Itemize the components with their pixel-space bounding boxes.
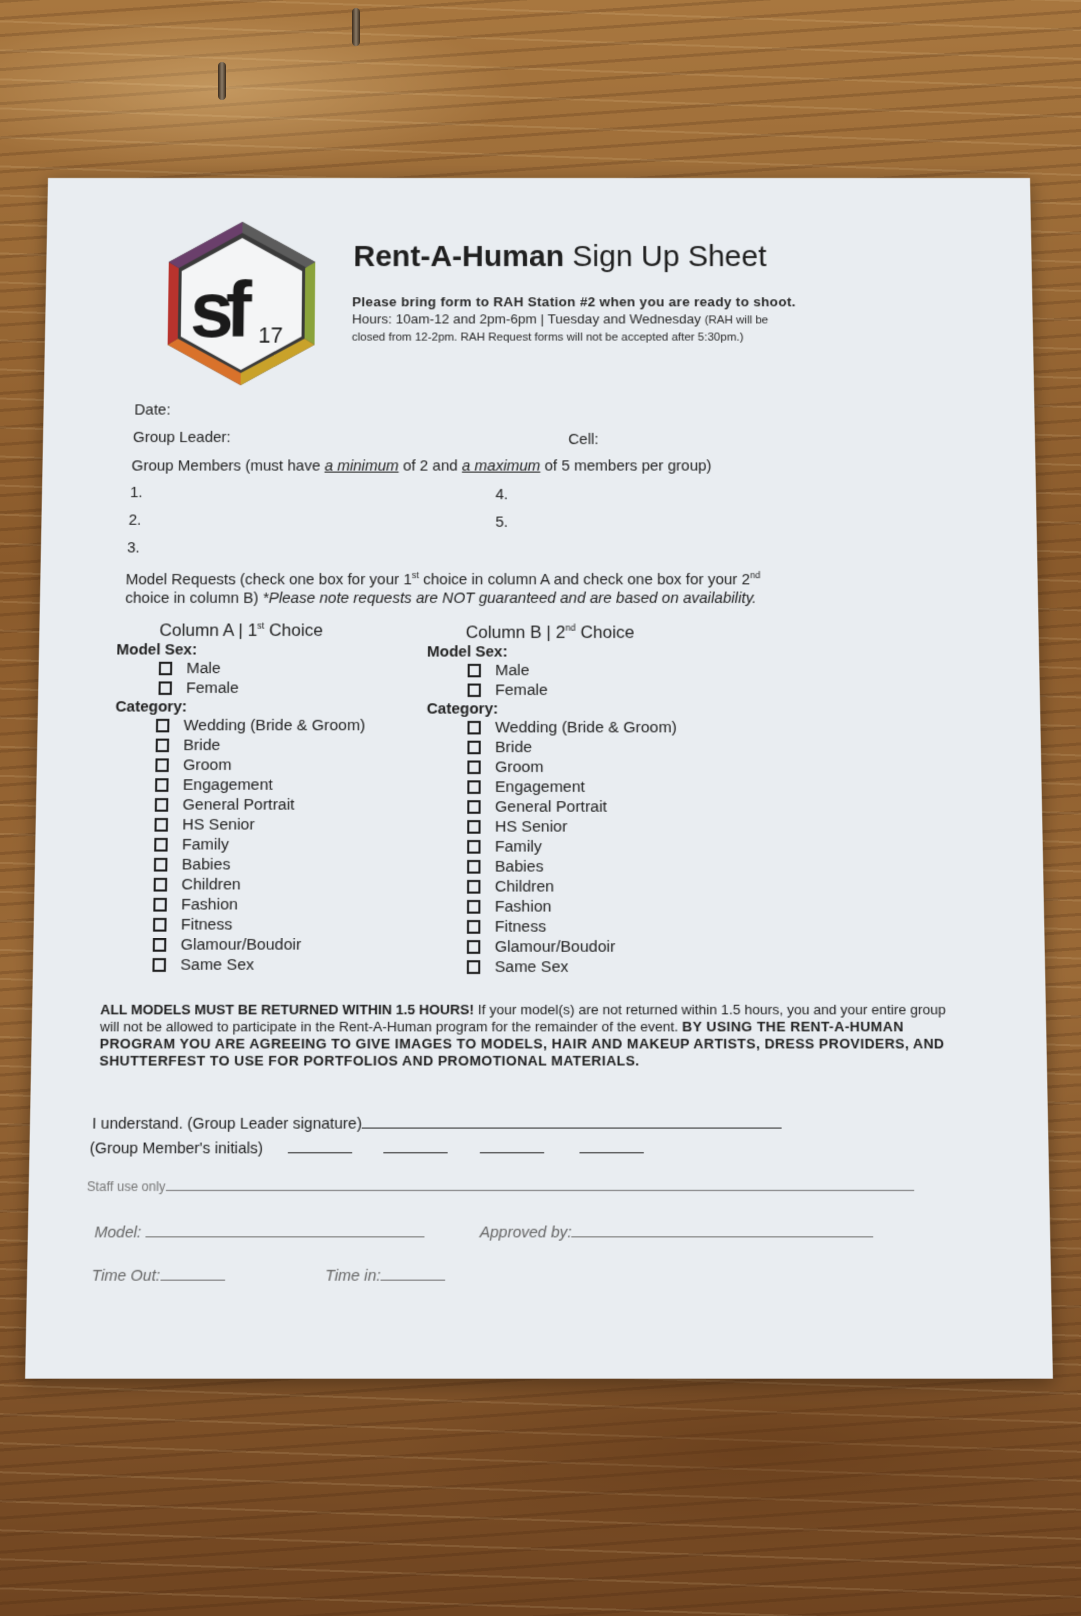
option-label: Female: [186, 678, 239, 697]
instructions-line2: [352, 310, 796, 329]
column-a-option-female[interactable]: [158, 678, 365, 698]
option-label: Female: [495, 680, 548, 699]
instructions-line3: closed from 12-2pm. RAH Request forms will not be accepted after 5:30pm.): [351, 331, 744, 344]
checkbox[interactable]: [155, 758, 168, 772]
checkbox[interactable]: [154, 818, 168, 832]
checkbox[interactable]: [467, 800, 480, 814]
mr-line2-a: choice in column B): [125, 589, 259, 608]
mr-sup2: nd: [750, 569, 761, 581]
column-a-category-item[interactable]: [155, 795, 365, 815]
option-label: Same Sex: [180, 955, 255, 974]
cell-label: Cell:: [568, 430, 599, 449]
initials-line[interactable]: [384, 1152, 448, 1153]
checkbox[interactable]: [159, 681, 172, 694]
column-b-category-item[interactable]: [467, 797, 677, 817]
logo-text: sf: [189, 265, 245, 354]
column-b-option-male[interactable]: [468, 661, 677, 681]
checkbox[interactable]: [156, 719, 169, 733]
option-label: Engagement: [182, 775, 273, 794]
initials-label: (Group Member's initials): [89, 1139, 264, 1158]
instructions-hours: Hours: 10am-12 and 2pm-6pm | Tuesday and Wednesday: [351, 311, 701, 327]
date-label: Date:: [134, 401, 171, 419]
option-label: Male: [186, 659, 221, 677]
checkbox[interactable]: [467, 860, 480, 874]
checkbox[interactable]: [468, 684, 481, 697]
checkbox[interactable]: [468, 664, 481, 677]
model-field: [94, 1223, 424, 1241]
instructions: [352, 293, 796, 346]
option-label: Babies: [181, 855, 231, 874]
group-leader-label: Group Leader:: [132, 428, 231, 447]
member-4: 4.: [495, 485, 509, 504]
checkbox[interactable]: [467, 780, 480, 794]
column-a-category-item[interactable]: [154, 855, 365, 875]
option-label: Fitness: [180, 915, 233, 934]
checkbox[interactable]: [467, 840, 480, 854]
mr-line1-b: choice in column A and check one box for your 2: [418, 570, 751, 589]
option-label: Glamour/Boudoir: [494, 937, 616, 956]
staff-label: Staff use only: [86, 1179, 166, 1195]
option-label: General Portrait: [182, 795, 295, 814]
mr-note: *Please note requests are NOT guaranteed and are based on availability.: [262, 589, 757, 608]
title-rest: Sign Up Sheet: [572, 239, 767, 274]
logo-number: 17: [258, 322, 284, 348]
terms-body: If your model(s) are not returned within 1.5 hours, you and your entire group will not be allowed to participate in the Rent-A-Human program for the remainder of the event.: [99, 1001, 946, 1035]
initials-row: [90, 1139, 644, 1157]
column-b-category-item[interactable]: [467, 757, 677, 777]
signup-sheet: [25, 178, 1053, 1379]
time-out-label: Time Out:: [91, 1266, 161, 1286]
staff-line: [165, 1190, 913, 1191]
column-b-category-item[interactable]: [467, 718, 676, 738]
approved-label: Approved by:: [479, 1223, 572, 1242]
column-b-category-label: Category:: [426, 700, 499, 718]
terms-bold-lead: ALL MODELS MUST BE RETURNED WITHIN 1.5 HOURS!: [100, 1001, 475, 1018]
checkbox[interactable]: [154, 878, 168, 892]
option-label: Same Sex: [494, 957, 569, 976]
approved-field: [480, 1223, 874, 1241]
mr-line1-a: Model Requests (check one box for your 1: [125, 570, 412, 589]
members-intro: Group Members (must have: [131, 457, 321, 475]
option-label: Groom: [182, 755, 232, 774]
option-label: Fashion: [181, 895, 238, 914]
option-label: Family: [181, 835, 229, 854]
column-a-category-item[interactable]: [154, 815, 364, 835]
option-label: HS Senior: [494, 817, 568, 836]
option-label: Bride: [183, 736, 221, 754]
checkbox[interactable]: [467, 721, 480, 735]
column-b: [426, 622, 679, 977]
option-label: General Portrait: [494, 797, 608, 816]
member-1: 1.: [129, 483, 143, 502]
checkbox[interactable]: [155, 798, 169, 812]
checkbox[interactable]: [154, 858, 168, 872]
members-max: a maximum: [461, 457, 541, 475]
instructions-line1: Please bring form to RAH Station #2 when you are ready to shoot.: [352, 294, 796, 310]
column-a-category-item[interactable]: [153, 935, 364, 955]
option-label: Male: [495, 661, 530, 679]
column-b-category-item[interactable]: [467, 877, 678, 897]
instructions-note: (RAH will be: [704, 314, 769, 327]
column-b-category-item[interactable]: [467, 817, 677, 837]
checkbox[interactable]: [467, 820, 480, 834]
option-label: Babies: [494, 857, 544, 876]
checkbox[interactable]: [467, 960, 480, 974]
column-b-category-item[interactable]: [467, 937, 678, 957]
checkbox[interactable]: [153, 938, 167, 952]
column-b-category-item[interactable]: [467, 897, 678, 917]
column-a-category-item[interactable]: [156, 716, 366, 736]
option-label: Groom: [495, 757, 544, 776]
option-label: Wedding (Bride & Groom): [183, 716, 366, 734]
column-a-category-item[interactable]: [153, 915, 364, 935]
option-label: Children: [181, 875, 241, 894]
model-line[interactable]: [145, 1236, 424, 1237]
initials-line[interactable]: [479, 1152, 543, 1153]
column-a-category-item[interactable]: [154, 835, 365, 855]
column-a-model-sex-label: Model Sex:: [116, 641, 198, 659]
checkbox[interactable]: [467, 940, 480, 954]
model-label: Model:: [94, 1223, 142, 1242]
checkbox[interactable]: [467, 741, 480, 755]
nail: [352, 8, 360, 46]
column-a-category-item[interactable]: [152, 955, 364, 975]
checkbox[interactable]: [159, 662, 172, 675]
column-a-head-sup: st: [257, 620, 265, 632]
checkbox[interactable]: [153, 898, 167, 912]
option-label: Bride: [495, 738, 533, 756]
members-min: a minimum: [324, 457, 399, 475]
column-b-head-text: Column B | 2: [465, 622, 566, 643]
column-b-model-sex-label: Model Sex:: [426, 643, 508, 661]
nail: [218, 62, 226, 100]
checkbox[interactable]: [467, 920, 480, 934]
column-a-category-item[interactable]: [153, 895, 364, 915]
initials-line[interactable]: [288, 1152, 352, 1153]
option-label: Children: [494, 877, 555, 896]
column-b-category-item[interactable]: [467, 957, 678, 977]
column-a-category-item[interactable]: [154, 875, 365, 895]
column-b-category-item[interactable]: [467, 738, 677, 758]
checkbox[interactable]: [152, 958, 166, 972]
option-label: Engagement: [494, 777, 585, 796]
time-out-field: [92, 1267, 225, 1285]
checkbox[interactable]: [154, 838, 168, 852]
option-label: Fashion: [494, 897, 552, 916]
column-a-category-label: Category:: [115, 698, 188, 716]
column-a-head-text: Column A | 1: [159, 620, 258, 641]
signature-line[interactable]: [362, 1128, 782, 1129]
time-in-label: Time in:: [325, 1266, 381, 1286]
approved-line[interactable]: [572, 1236, 874, 1237]
column-b-head-choice: Choice: [575, 622, 635, 643]
time-in-line[interactable]: [381, 1280, 446, 1281]
members-instruction: [131, 457, 711, 474]
model-requests-line2: [125, 589, 760, 608]
signature-label: I understand. (Group Leader signature): [92, 1114, 362, 1133]
checkbox[interactable]: [153, 918, 167, 932]
checkbox[interactable]: [155, 778, 169, 792]
mr-sup1: st: [411, 569, 420, 581]
option-label: Family: [494, 837, 542, 856]
sf17-logo: [155, 216, 328, 392]
option-label: Glamour/Boudoir: [180, 935, 302, 954]
members-mid: of 2 and: [402, 457, 458, 475]
column-b-category-item[interactable]: [467, 917, 678, 937]
column-b-head-sup: nd: [565, 622, 576, 634]
terms-paragraph: [99, 1002, 958, 1070]
member-2: 2.: [128, 511, 142, 529]
column-a-category-item[interactable]: [156, 735, 366, 755]
column-b-category-item[interactable]: [467, 837, 677, 857]
column-b-head: [466, 622, 677, 643]
column-a-head-choice: Choice: [264, 620, 324, 641]
column-b-category-item[interactable]: [467, 777, 677, 797]
checkbox[interactable]: [156, 739, 169, 753]
staff-row: [87, 1179, 914, 1194]
initials-line[interactable]: [579, 1152, 643, 1153]
column-a-head: [159, 620, 366, 641]
signature-row: [92, 1115, 782, 1133]
option-label: Fitness: [494, 917, 547, 936]
time-in-field: [325, 1267, 445, 1285]
title-bold: Rent-A-Human: [353, 239, 565, 274]
checkbox[interactable]: [467, 900, 480, 914]
model-requests: [125, 566, 760, 608]
page-title: [353, 240, 766, 274]
column-a: [111, 620, 366, 975]
column-b-category-item[interactable]: [467, 857, 678, 877]
time-out-line[interactable]: [160, 1280, 225, 1281]
checkbox[interactable]: [467, 760, 480, 774]
member-5: 5.: [495, 513, 509, 531]
column-a-category-item[interactable]: [155, 755, 365, 775]
model-requests-line1: [125, 566, 760, 590]
checkbox[interactable]: [467, 880, 480, 894]
option-label: HS Senior: [182, 815, 255, 834]
column-a-option-male[interactable]: [159, 659, 366, 679]
column-b-option-female[interactable]: [468, 680, 677, 700]
terms-caps: BY USING THE RENT-A-HUMAN PROGRAM YOU ARE AGREEING TO GIVE IMAGES TO MODELS, HAIR AND MAKEUP ARTISTS, DRESS PROVIDERS, AND SHUTTERFEST TO USE FOR PORTFOLIOS AND PROMOTIONAL MATERIALS.: [99, 1018, 945, 1069]
member-3: 3.: [127, 539, 140, 557]
option-label: Wedding (Bride & Groom): [495, 718, 677, 737]
members-end: of 5 members per group): [544, 457, 712, 475]
column-a-category-item[interactable]: [155, 775, 365, 795]
